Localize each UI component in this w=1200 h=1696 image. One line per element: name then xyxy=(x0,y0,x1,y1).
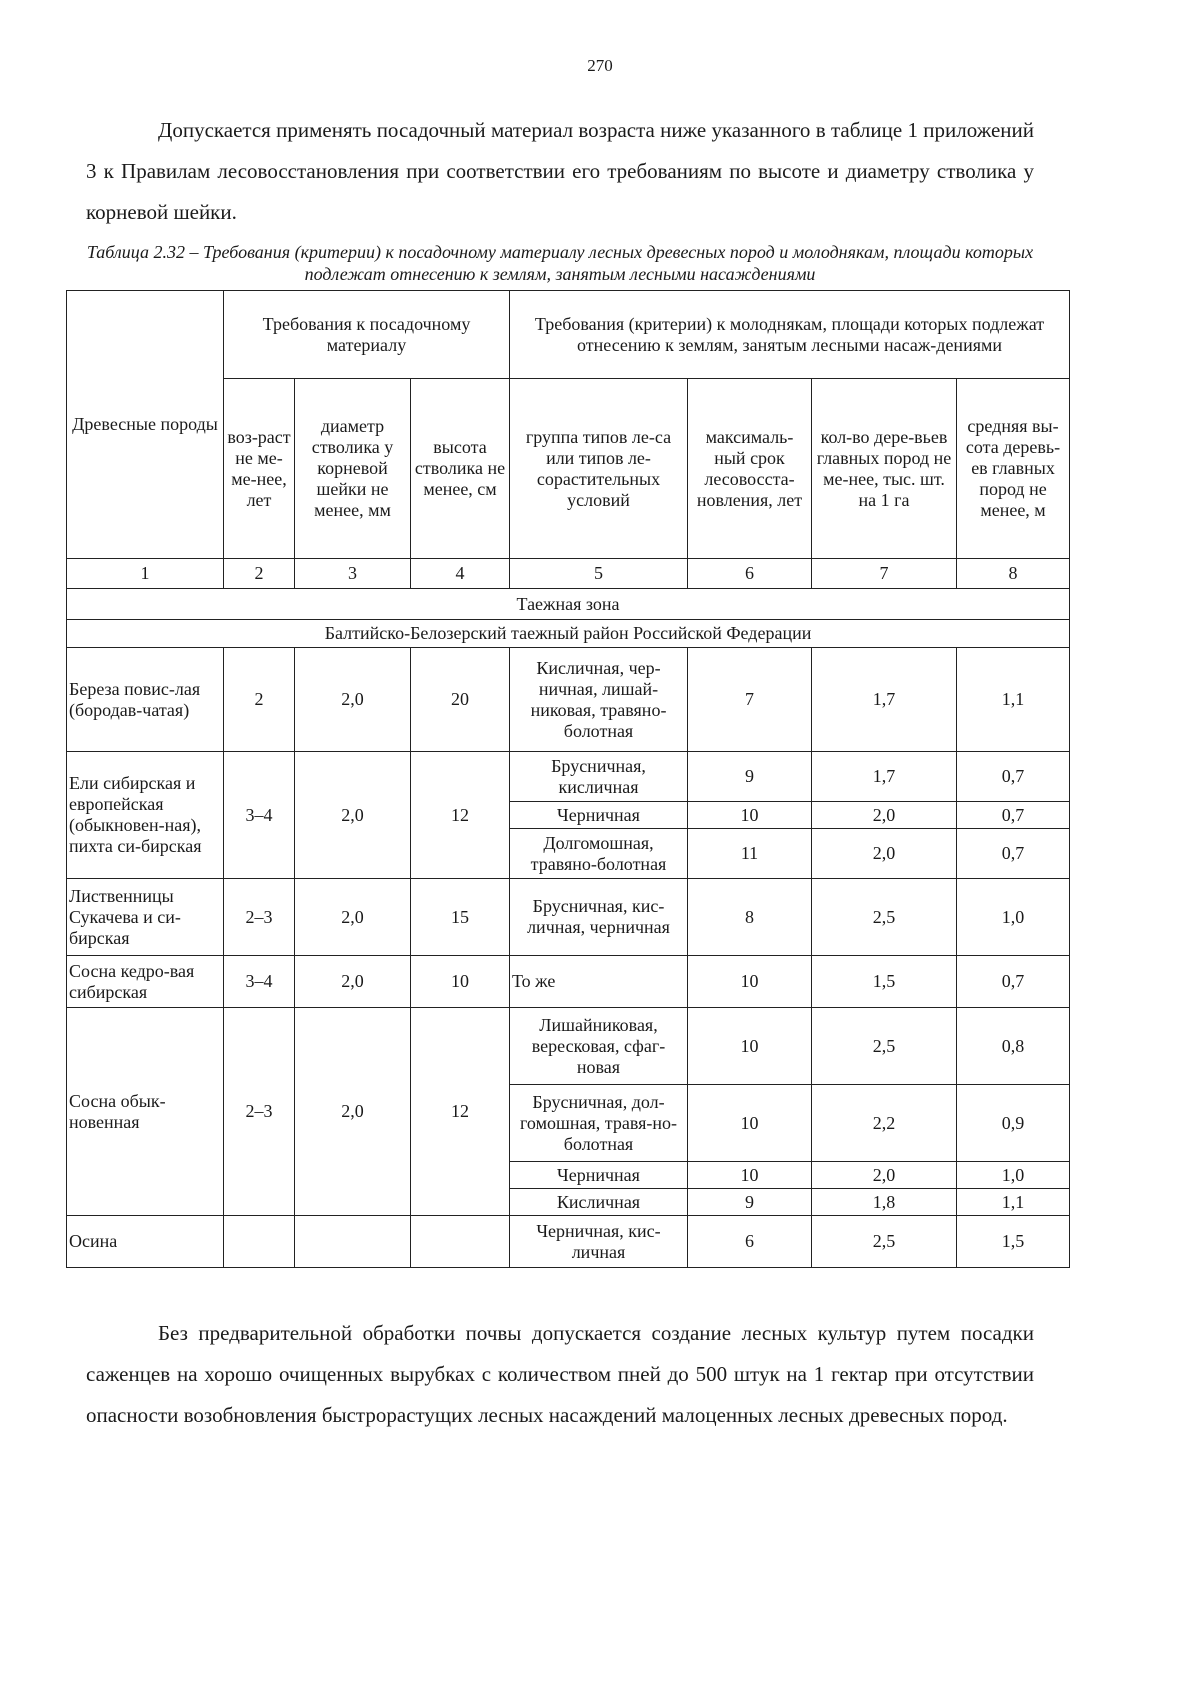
table-row xyxy=(67,879,1070,956)
height-cell: 20 xyxy=(411,648,510,752)
avg-height-cell: 0,7 xyxy=(957,956,1070,1008)
avg-height-cell: 0,7 xyxy=(957,752,1070,802)
height-cell xyxy=(411,1216,510,1268)
header-trees-count: кол-во дере-вьев главных пород не ме-нее, тыс. шт. на 1 га xyxy=(812,379,957,559)
term-cell: 10 xyxy=(688,956,812,1008)
term-cell: 10 xyxy=(688,802,812,829)
avg-height-cell: 0,9 xyxy=(957,1085,1070,1162)
age-cell: 3–4 xyxy=(224,752,295,879)
height-cell: 12 xyxy=(411,1008,510,1216)
avg-height-cell: 0,8 xyxy=(957,1008,1070,1085)
count-cell: 2,0 xyxy=(812,829,957,879)
header-max-term: максималь-ный срок лесовосста-новления, лет xyxy=(688,379,812,559)
page-number: 270 xyxy=(587,56,613,75)
forest-type-cell: Брусничная, дол-гомошная, травя-но-болотная xyxy=(510,1085,688,1162)
age-cell: 2–3 xyxy=(224,1008,295,1216)
table-row xyxy=(67,752,1070,802)
diameter-cell: 2,0 xyxy=(295,879,411,956)
table-caption: Таблица 2.32 – Требования (критерии) к посадочному материалу лесных древесных пород и молоднякам, площади которых подлежат отнесению к землям, занятым лесными насаждениями xyxy=(86,242,1034,284)
species-cell: Сосна обык-новенная xyxy=(67,1008,224,1216)
avg-height-cell: 0,7 xyxy=(957,829,1070,879)
col-number: 1 xyxy=(67,559,224,589)
avg-height-cell: 1,5 xyxy=(957,1216,1070,1268)
term-cell: 9 xyxy=(688,1189,812,1216)
header-age: воз-раст не ме-ме-нее, лет xyxy=(224,379,295,559)
table-row xyxy=(67,956,1070,1008)
term-cell: 6 xyxy=(688,1216,812,1268)
term-cell: 8 xyxy=(688,879,812,956)
term-cell: 7 xyxy=(688,648,812,752)
forest-type-cell: Черничная, кис-личная xyxy=(510,1216,688,1268)
table-row xyxy=(67,648,1070,752)
avg-height-cell: 1,1 xyxy=(957,648,1070,752)
forest-type-cell: Лишайниковая, вересковая, сфаг-новая xyxy=(510,1008,688,1085)
col-number: 6 xyxy=(688,559,812,589)
header-forest-type: группа типов ле-са или типов ле-сорастительных условий xyxy=(510,379,688,559)
count-cell: 2,2 xyxy=(812,1085,957,1162)
count-cell: 2,5 xyxy=(812,879,957,956)
term-cell: 11 xyxy=(688,829,812,879)
diameter-cell: 2,0 xyxy=(295,956,411,1008)
forest-type-cell: Брусничная, кис-личная, черничная xyxy=(510,879,688,956)
col-number: 7 xyxy=(812,559,957,589)
avg-height-cell: 0,7 xyxy=(957,802,1070,829)
col-number: 5 xyxy=(510,559,688,589)
forest-type-cell: Черничная xyxy=(510,1162,688,1189)
zone-row: Таежная зона xyxy=(67,589,1070,620)
term-cell: 10 xyxy=(688,1162,812,1189)
col-number: 2 xyxy=(224,559,295,589)
species-cell: Сосна кедро-вая сибирская xyxy=(67,956,224,1008)
paragraph-bottom: Без предварительной обработки почвы допускается создание лесных культур путем посадки саженцев на хорошо очищенных вырубках с количеством пней до 500 штук на 1 гектар при отсутствии опасности возобновления быстрорастущих лесных насаждений малоценных лесных древесных пород. xyxy=(86,1321,1034,1427)
table-row xyxy=(67,1008,1070,1085)
requirements-table xyxy=(66,290,1070,1268)
header-avg-height: средняя вы-сота деревь-ев главных пород не менее, м xyxy=(957,379,1070,559)
height-cell: 15 xyxy=(411,879,510,956)
count-cell: 2,5 xyxy=(812,1008,957,1085)
count-cell: 2,5 xyxy=(812,1216,957,1268)
count-cell: 1,7 xyxy=(812,752,957,802)
forest-type-cell: Черничная xyxy=(510,802,688,829)
header-species: Древесные породы xyxy=(67,291,224,559)
species-cell: Ели сибирская и европейская (обыкновен-ная), пихта си-бирская xyxy=(67,752,224,879)
age-cell: 2–3 xyxy=(224,879,295,956)
count-cell: 2,0 xyxy=(812,802,957,829)
age-cell: 3–4 xyxy=(224,956,295,1008)
height-cell: 12 xyxy=(411,752,510,879)
count-cell: 1,7 xyxy=(812,648,957,752)
term-cell: 9 xyxy=(688,752,812,802)
diameter-cell: 2,0 xyxy=(295,752,411,879)
forest-type-cell: Кисличная, чер-ничная, лишай-никовая, травяно-болотная xyxy=(510,648,688,752)
diameter-cell: 2,0 xyxy=(295,648,411,752)
col-number: 4 xyxy=(411,559,510,589)
header-diameter: диаметр стволика у корневой шейки не менее, мм xyxy=(295,379,411,559)
header-group-planting: Требования к посадочному материалу xyxy=(224,291,510,379)
region-row: Балтийско-Белозерский таежный район Российской Федерации xyxy=(67,620,1070,648)
species-cell: Осина xyxy=(67,1216,224,1268)
term-cell: 10 xyxy=(688,1008,812,1085)
forest-type-cell: Брусничная, кисличная xyxy=(510,752,688,802)
table-row xyxy=(67,1216,1070,1268)
avg-height-cell: 1,1 xyxy=(957,1189,1070,1216)
paragraph-top: Допускается применять посадочный материал возраста ниже указанного в таблице 1 приложений 3 к Правилам лесовосстановления при соответствии его требованиям по высоте и диаметру стволика у корневой шейки. xyxy=(86,118,1034,224)
diameter-cell xyxy=(295,1216,411,1268)
count-cell: 1,8 xyxy=(812,1189,957,1216)
col-number: 3 xyxy=(295,559,411,589)
species-cell: Лиственницы Сукачева и си-бирская xyxy=(67,879,224,956)
term-cell: 10 xyxy=(688,1085,812,1162)
age-cell xyxy=(224,1216,295,1268)
height-cell: 10 xyxy=(411,956,510,1008)
avg-height-cell: 1,0 xyxy=(957,1162,1070,1189)
header-group-young: Требования (критерии) к молоднякам, площади которых подлежат отнесению к землям, занятым лесными насаж-дениями xyxy=(510,291,1070,379)
diameter-cell: 2,0 xyxy=(295,1008,411,1216)
col-number: 8 xyxy=(957,559,1070,589)
forest-type-cell: То же xyxy=(510,956,688,1008)
age-cell: 2 xyxy=(224,648,295,752)
species-cell: Береза повис-лая (бородав-чатая) xyxy=(67,648,224,752)
count-cell: 1,5 xyxy=(812,956,957,1008)
count-cell: 2,0 xyxy=(812,1162,957,1189)
header-height: высота стволика не менее, см xyxy=(411,379,510,559)
forest-type-cell: Кисличная xyxy=(510,1189,688,1216)
forest-type-cell: Долгомошная, травяно-болотная xyxy=(510,829,688,879)
avg-height-cell: 1,0 xyxy=(957,879,1070,956)
